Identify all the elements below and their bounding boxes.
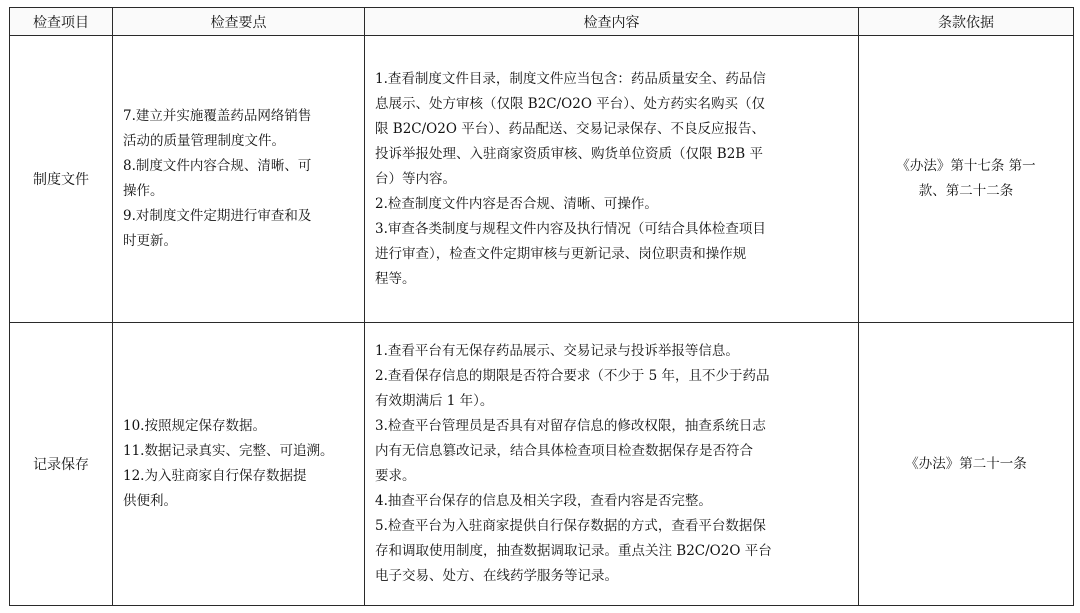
basis-line: 款、第二十二条	[918, 183, 1014, 199]
point-line: 活动的质量管理制度文件。	[123, 133, 285, 149]
header-item: 检查项目	[10, 8, 113, 36]
content-line: 3.审查各类制度与规程文件内容及执行情况（可结合具体检查项目	[375, 220, 766, 237]
basis-line: 《办法》第二十一条	[905, 455, 1027, 472]
content-line: 内有无信息篡改记录，结合具体检查项目检查数据保存是否符合	[375, 443, 753, 459]
content-line: 存和调取使用制度，抽查数据调取记录。重点关注 B2C/O2O 平台	[375, 543, 772, 559]
point-line: 10.按照规定保存数据。	[123, 418, 266, 434]
content-line: 有效期满后 1 年）。	[375, 393, 494, 409]
content-line: 电子交易、处方、在线药学服务等记录。	[375, 568, 618, 584]
content-line: 5.检查平台为入驻商家提供自行保存数据的方式，查看平台数据保	[375, 518, 766, 534]
content-line: 进行审查），检查文件定期审核与更新记录、岗位职责和操作规	[375, 245, 747, 262]
point-line: 操作。	[123, 183, 164, 199]
point-line: 供便利。	[123, 493, 177, 509]
content-line: 2.查看保存信息的期限是否符合要求（不少于 5 年，且不少于药品	[375, 368, 770, 384]
inspection-table	[9, 7, 1074, 606]
row-content	[365, 323, 859, 606]
point-line: 9.对制度文件定期进行审查和及	[123, 208, 312, 224]
content-line: 限 B2C/O2O 平台）、药品配送、交易记录保存、不良反应报告、	[375, 120, 765, 137]
header-content: 检查内容	[365, 8, 859, 36]
content-line: 1.查看平台有无保存药品展示、交易记录与投诉举报等信息。	[375, 343, 739, 359]
point-line: 8.制度文件内容合规、清晰、可	[123, 158, 312, 174]
content-line: 台）等内容。	[375, 170, 456, 187]
basis-line: 《办法》第十七条 第一	[896, 158, 1036, 174]
content-line: 要求。	[375, 468, 416, 484]
row-item-name: 记录保存	[10, 323, 113, 606]
content-line: 投诉举报处理、入驻商家资质审核、购货单位资质（仅限 B2B 平	[375, 145, 764, 162]
table-row	[10, 36, 1074, 323]
content-line: 程等。	[375, 270, 416, 287]
point-line: 12.为入驻商家自行保存数据提	[123, 468, 307, 484]
row-basis	[859, 323, 1074, 606]
row-points	[113, 36, 365, 323]
header-basis: 条款依据	[859, 8, 1074, 36]
content-line: 2.检查制度文件内容是否合规、清晰、可操作。	[375, 195, 658, 212]
content-line: 3.检查平台管理员是否具有对留存信息的修改权限，抽查系统日志	[375, 418, 766, 434]
content-line: 1.查看制度文件目录，制度文件应当包含：药品质量安全、药品信	[375, 70, 766, 87]
table-row	[10, 323, 1074, 606]
point-line: 11.数据记录真实、完整、可追溯。	[123, 443, 334, 459]
point-line: 7.建立并实施覆盖药品网络销售	[123, 108, 312, 124]
header-points: 检查要点	[113, 8, 365, 36]
row-points	[113, 323, 365, 606]
row-content	[365, 36, 859, 323]
row-item-name: 制度文件	[10, 36, 113, 323]
row-basis	[859, 36, 1074, 323]
content-line: 4.抽查平台保存的信息及相关字段，查看内容是否完整。	[375, 493, 712, 509]
point-line: 时更新。	[123, 233, 177, 249]
content-line: 息展示、处方审核（仅限 B2C/O2O 平台）、处方药实名购买（仅	[375, 95, 765, 112]
header-row	[10, 8, 1074, 36]
